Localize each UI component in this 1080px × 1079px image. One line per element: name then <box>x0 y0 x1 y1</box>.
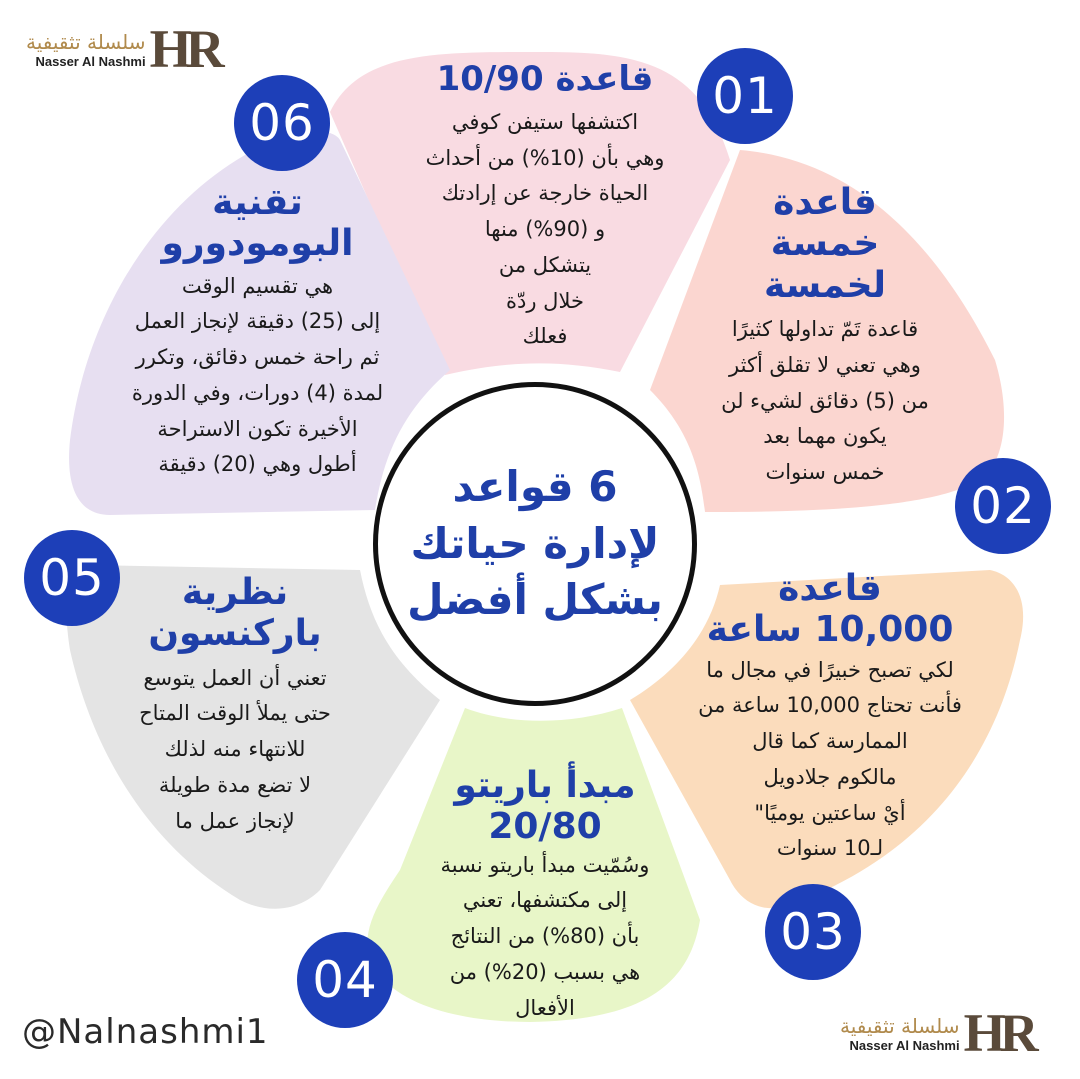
rule-05-number-badge: 05 <box>24 530 120 626</box>
rule-01-line: و (90%) منها <box>484 217 606 242</box>
rule-02-title-line: لخمسة <box>763 264 887 306</box>
rule-02-line: يكون مهما بعد <box>763 424 887 449</box>
rule-04-line: إلى مكتشفها، تعني <box>462 888 628 913</box>
rule-06-number-badge: 06 <box>234 75 330 171</box>
rule-06-line: لمدة (4) دورات، وفي الدورة <box>131 380 384 405</box>
rule-03-line: أيْ ساعتين يوميًا" <box>754 800 906 825</box>
header-logo <box>26 18 219 80</box>
rule-01-number-badge: 01 <box>697 48 793 144</box>
rule-05-body <box>90 661 380 839</box>
center-line-2: لإدارة حياتك <box>410 518 660 568</box>
rule-03-body <box>670 653 990 867</box>
rule-02-line: قاعدة تَمّ تداولها كثيرًا <box>731 317 919 342</box>
rule-03-line: مالكوم جلادويل <box>763 764 897 789</box>
rule-03-text <box>670 568 990 867</box>
rule-05-line: للانتهاء منه لذلك <box>164 737 306 762</box>
rule-05-text <box>90 572 380 839</box>
header-logo-arabic: سلسلة تثقيفية <box>26 29 146 54</box>
rule-02-number-badge: 02 <box>955 458 1051 554</box>
rule-01-line: يتشكل من <box>498 252 592 277</box>
rule-06-line: أطول وهي (20) دقيقة <box>158 452 357 477</box>
social-handle: @Nalnashmi1 <box>22 1012 269 1052</box>
rule-06-line: ثم راحة خمس دقائق، وتكرر <box>135 345 380 370</box>
rule-03-number-badge: 03 <box>765 884 861 980</box>
rule-02-title-line: قاعدة <box>773 182 877 223</box>
rule-06-line: هي تقسيم الوقت <box>181 273 334 298</box>
rule-03-line: الممارسة كما قال <box>752 729 908 754</box>
rule-01-line: اكتشفها ستيفن كوفي <box>451 110 639 135</box>
rule-06-text <box>85 182 430 483</box>
rule-02-title-line: خمسة <box>770 223 880 265</box>
rule-05-line: تعني أن العمل يتوسع <box>143 665 327 690</box>
rule-02-text <box>660 182 990 491</box>
rule-05-line: لإنجاز عمل ما <box>175 808 295 833</box>
rule-01-title: قاعدة 10/90 <box>436 59 654 99</box>
rule-06-line: الأخيرة تكون الاستراحة <box>157 416 358 441</box>
rule-04-title <box>395 765 695 848</box>
rule-03-title <box>670 568 990 651</box>
rule-06-title <box>85 182 430 265</box>
rule-05-title-line: باركنسون <box>148 613 322 655</box>
rule-03-line: لكي تصبح خبيرًا في مجال ما <box>706 657 954 682</box>
rule-04-line: هي بسبب (20%) من <box>449 959 641 984</box>
rule-05-title <box>90 572 380 655</box>
rule-04-line: وسُمّيت مبدأ باريتو نسبة <box>440 852 650 877</box>
rule-02-title <box>660 182 990 306</box>
center-line-1: 6 قواعد <box>452 461 618 511</box>
rule-04-text <box>395 765 695 1026</box>
rule-02-line: من (5) دقائق لشيء لن <box>721 388 929 413</box>
rule-06-line: إلى (25) دقيقة لإنجاز العمل <box>134 309 381 334</box>
hr-logo-icon: HR <box>963 1003 1033 1063</box>
footer-logo-english: Nasser Al Nashmi <box>849 1037 960 1053</box>
rule-06-body <box>85 269 430 483</box>
rule-03-title-line: 10,000 ساعة <box>706 609 954 651</box>
rule-03-line: لـ10 سنوات <box>776 836 884 861</box>
rule-04-body <box>395 848 695 1026</box>
rule-03-line: فأنت تحتاج 10,000 ساعة من <box>698 693 962 718</box>
rule-02-line: وهي تعني لا تقلق أكثر <box>729 352 921 377</box>
rule-04-line: الأفعال <box>515 995 575 1020</box>
footer-logo <box>840 1002 1033 1064</box>
rule-02-body <box>660 312 990 490</box>
rule-04-number-badge: 04 <box>297 932 393 1028</box>
rule-02-line: خمس سنوات <box>765 459 885 484</box>
rule-05-title-line: نظرية <box>181 572 289 613</box>
rule-01-line: وهي بأن (10%) من أحداث <box>425 145 665 170</box>
rule-04-line: بأن (80%) من النتائج <box>450 924 640 949</box>
rule-01-line: الحياة خارجة عن إرادتك <box>441 181 649 206</box>
rule-06-title-line: البومودورو <box>161 223 354 265</box>
rule-06-title-line: تقنية <box>212 182 303 223</box>
rule-03-title-line: قاعدة <box>778 568 882 609</box>
hr-logo-icon: HR <box>149 19 219 79</box>
rule-05-line: لا تضع مدة طويلة <box>158 772 312 797</box>
footer-logo-arabic: سلسلة تثقيفية <box>840 1013 960 1038</box>
rule-01-line: خلال ردّة <box>506 288 584 313</box>
rule-05-line: حتى يملأ الوقت المتاح <box>139 701 331 726</box>
rule-01-line: فعلك <box>522 324 568 349</box>
center-line-3: بشكل أفضل <box>407 575 663 625</box>
header-logo-english: Nasser Al Nashmi <box>35 53 146 69</box>
rule-04-title-line: مبدأ باريتو <box>454 765 636 806</box>
rule-04-title-line: 20/80 <box>488 806 602 848</box>
